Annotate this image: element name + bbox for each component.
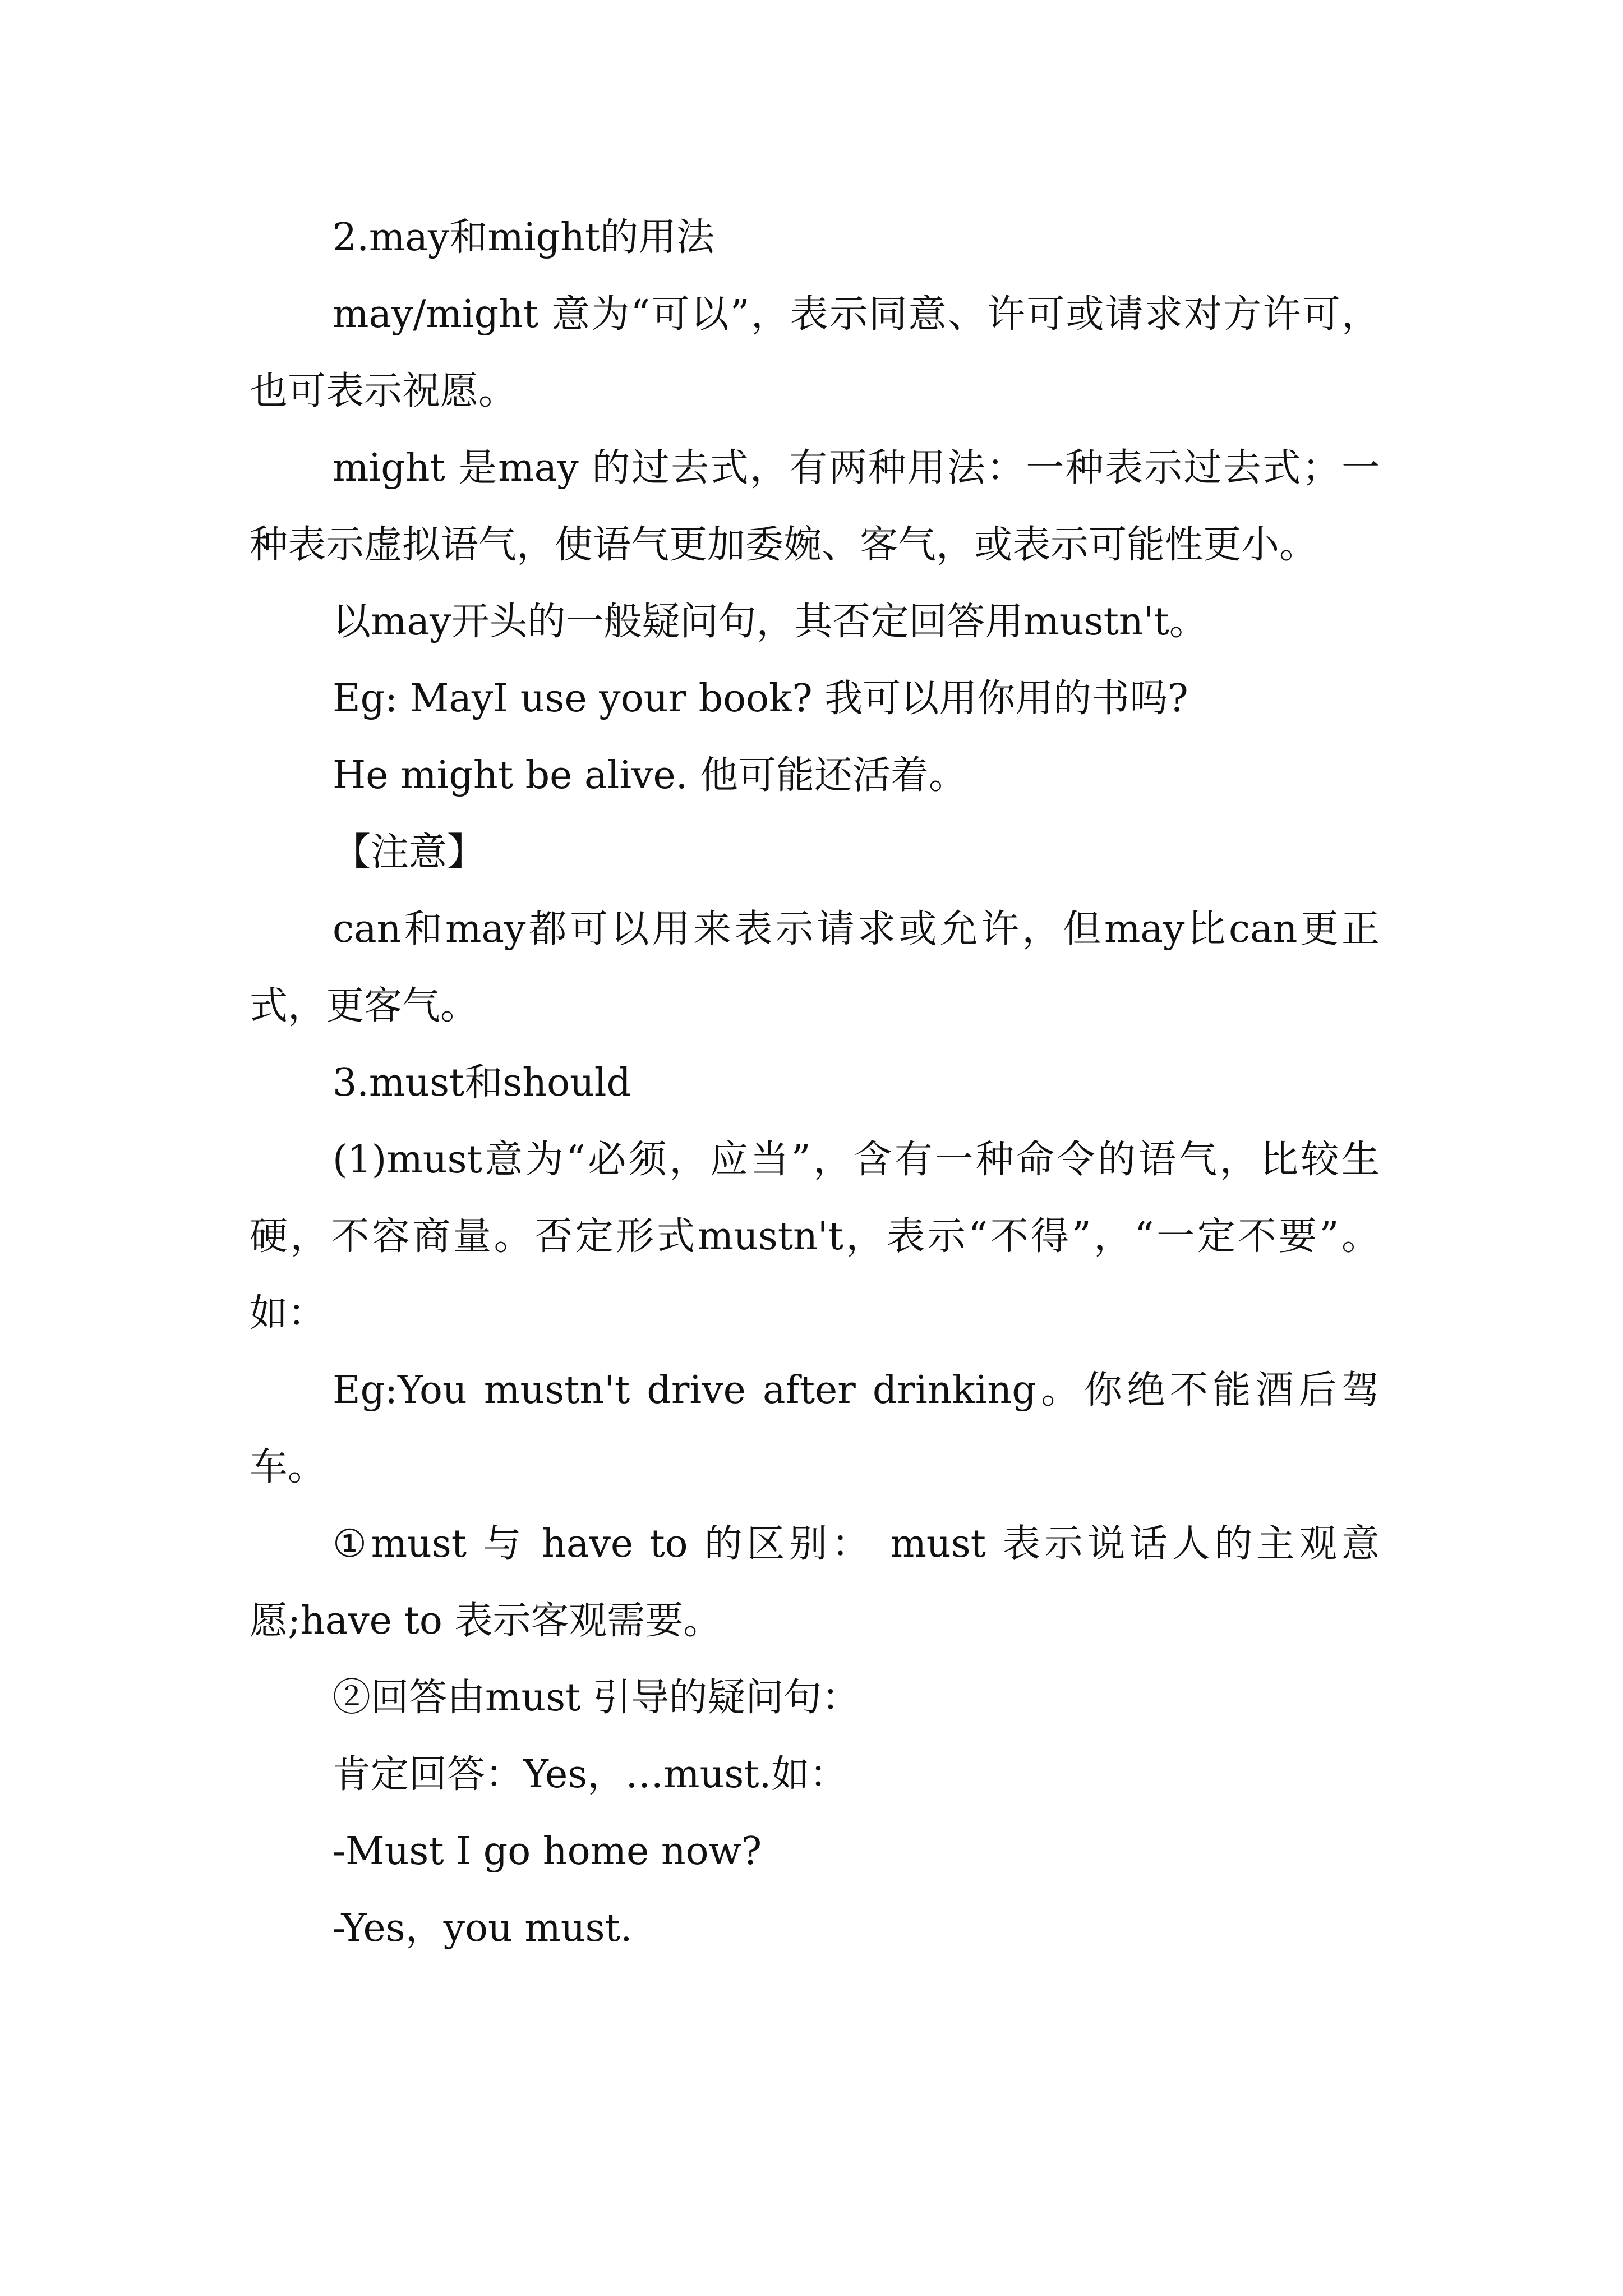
dialogue-question: -Must I go home now? [333,1829,762,1874]
paragraph-must-question-reply: ②回答由must 引导的疑问句： [333,1676,860,1720]
heading-may-might: 2.may和might的用法 [333,215,715,260]
document-body [250,199,1380,1967]
paragraph-can-may-note: can和may都可以用来表示请求或允许，但may比can更正式，更客气。 [250,907,1380,1028]
paragraph-may-might-meaning: may/might 意为“可以”，表示同意、许可或请求对方许可，也可表示祝愿。 [250,292,1380,413]
paragraph-affirmative-answer: 肯定回答：Yes，…must.如： [333,1752,848,1797]
example-may-book: Eg: MayI use your book? 我可以用你用的书吗? [333,677,1188,721]
example-might-alive: He might be alive. 他可能还活着。 [333,753,967,798]
example-must-drive: Eg:You mustn't drive after drinking。你绝不能酒后驾车。 [250,1368,1380,1489]
paragraph-may-question-answer: 以may开头的一般疑问句，其否定回答用mustn't。 [333,600,1207,644]
note-heading: 【注意】 [333,830,486,875]
heading-must-should: 3.must和should [333,1061,631,1105]
paragraph-must-meaning: (1)must意为“必须，应当”，含有一种命令的语气，比较生硬，不容商量。否定形式mustn't，表示“不得”，“一定不要”。如： [250,1138,1380,1336]
dialogue-answer: -Yes，you must. [333,1906,633,1950]
paragraph-might-usage: might 是may 的过去式，有两种用法：一种表示过去式；一种表示虚拟语气，使语气更加委婉、客气，或表示可能性更小。 [250,446,1380,567]
paragraph-must-have-to: ①must 与 have to 的区别： must 表示说话人的主观意愿;have to 表示客观需要。 [250,1522,1380,1643]
